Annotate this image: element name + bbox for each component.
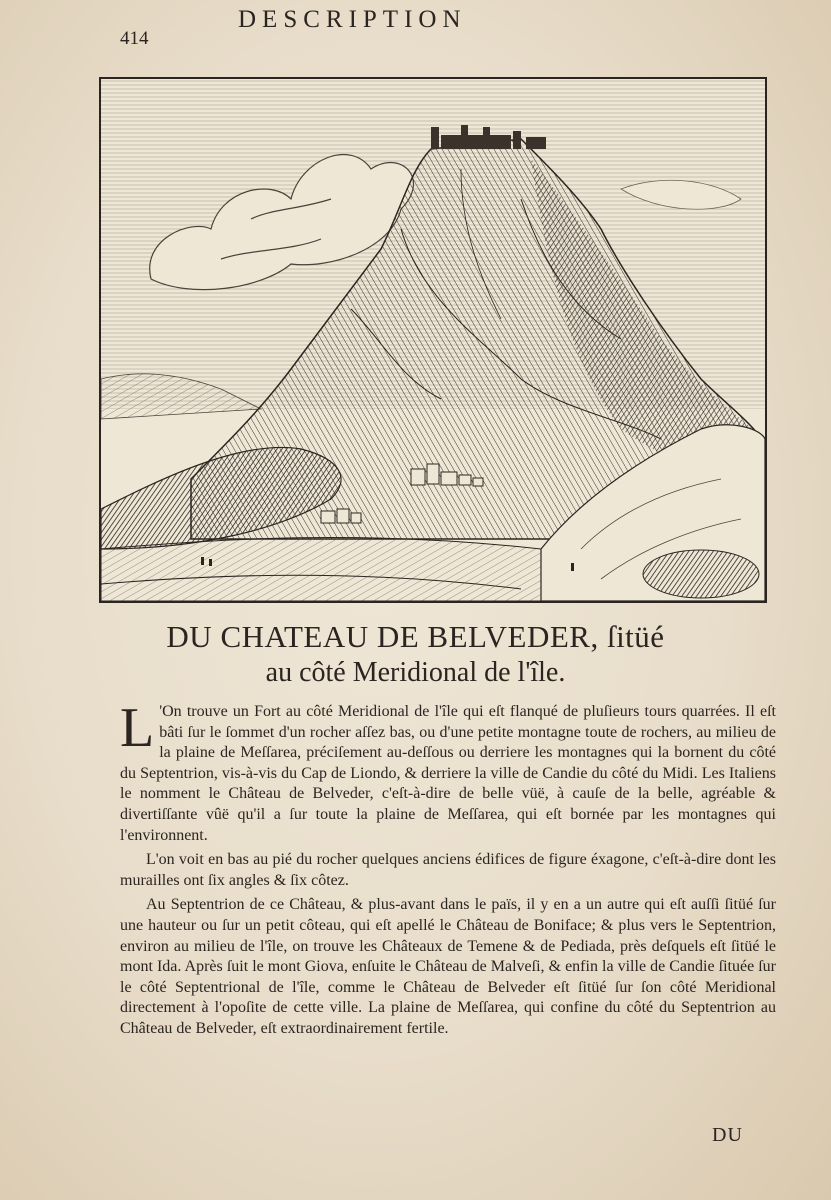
catchword: DU <box>712 1124 743 1146</box>
title-line-2: au côté Meridional de l'île. <box>265 657 566 688</box>
chapter-title <box>0 619 831 691</box>
paragraph <box>120 697 776 846</box>
castle-engraving-illustration <box>101 79 765 601</box>
running-head: DESCRIPTION <box>238 6 467 33</box>
engraving-frame <box>99 77 767 603</box>
paragraph: L'on voit en bas au pié du rocher quelques anciens édifices de figure éxagone, c'eſt-à-dire dont les murailles ont ſix angles & ſix côtez. <box>120 851 776 889</box>
page-number: 414 <box>120 28 149 49</box>
title-line-1: DU CHATEAU DE BELVEDER, ſitüé <box>166 619 665 654</box>
bush <box>643 550 759 598</box>
paragraph: Au Septentrion de ce Château, & plus-avant dans le païs, il y en a un autre qui eſt auſſi ſitüé ſur une hauteur ou ſur un petit côteau, qui eſt apellé le Château de Boniface; & plus vers le Septentrion, environ au milieu de l'île, on trouve les Châteaux de Temene & de Pediada, près deſquels eſt ſitüé le mont Ida. Après ſuit le mont Giova, enſuite le Château de Malveſi, & enfin la ville de Candie ſituée ſur le côté Septentrional de l'île, comme le Château de Belveder eſt ſitüé ſur ſon côté Meridional directement à l'opoſite de cette ville. La plaine de Meſſarea, qui confine du côté du Septentrion au Château de Belveder, eſt extraordinairement fertile. <box>120 896 776 1037</box>
paragraph-text: 'On trouve un Fort au côté Meridional de l'île qui eſt flanqué de pluſieurs tours quarrées. Il eſt bâti ſur le ſommet d'un rocher aſſez bas, ou d'une petite montagne toute de rochers, au milieu de la plaine de Meſſarea, préciſement au-deſſous ou derriere les montagnes qui la bornent du côté du Septentrion, vis-à-vis du Cap de Liondo, & derriere la ville de Candie du côté du Midi. Les Italiens le nomment le Château de Belveder, c'eſt-à-dire de belle vüë, à cauſe de la belle, agréable & divertiſſante vûë qu'il a ſur toute la plaine de Meſſarea, qui eſt bornée par les montagnes qui l'environnent. <box>120 703 776 844</box>
ground <box>101 537 541 601</box>
drop-cap: L <box>120 697 155 759</box>
body-text <box>120 697 776 1044</box>
